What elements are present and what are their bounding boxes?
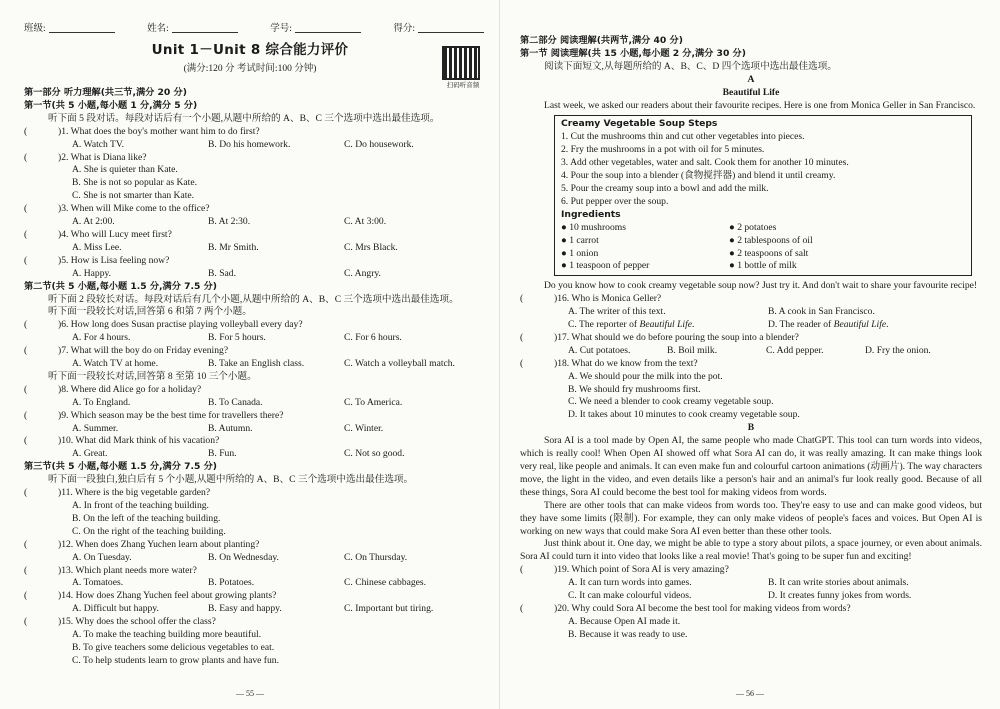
- recipe-step: 4. Pour the soup into a blender (食物搅拌器) and blend it until creamy.: [561, 170, 836, 182]
- listening-section: [24, 87, 488, 668]
- answer-blank[interactable]: (: [520, 357, 524, 369]
- options: A. It can turn words into games. B. It can write stories about animals.: [568, 577, 909, 589]
- page-number: — 56 —: [736, 689, 764, 698]
- student-id-field[interactable]: 学号:: [270, 23, 361, 36]
- options: A. We should pour the milk into the pot. B. We should fry mushrooms first. C. We need a blender to cook creamy vegetable soup. D. It takes about 10 minutes to cook creamy vegetable soup.: [568, 370, 800, 421]
- options: A. Watch TV at home. B. Take an English class. C. Watch a volleyball match.: [72, 358, 455, 370]
- answer-blank[interactable]: (: [24, 564, 28, 576]
- question-2: ( )2. What is Diana like?: [24, 151, 147, 163]
- question-17: ( )17. What should we do before pouring the soup into a blender?: [520, 331, 799, 343]
- answer-blank[interactable]: (: [24, 590, 28, 602]
- instructions: 听下面一段较长对话,回答第 8 至第 10 三个小题。: [48, 370, 257, 382]
- options: A. The writer of this text. B. A cook in San Francisco.: [568, 306, 875, 318]
- options: A. To England. B. To Canada. C. To America.: [72, 396, 403, 408]
- instructions: 阅读下面短文,从每题所给的 A、B、C、D 四个选项中选出最佳选项。: [544, 60, 837, 72]
- ingredient: ● 1 bottle of milk: [729, 260, 797, 272]
- answer-blank[interactable]: (: [24, 409, 28, 421]
- question-20: ( )20. Why could Sora AI become the best tool for making videos from words?: [520, 602, 851, 614]
- options: A. To make the teaching building more beautiful. B. To give teachers some delicious vegetables to eat. C. To help students learn to grow plants and have fun.: [72, 629, 279, 666]
- answer-blank[interactable]: (: [24, 319, 28, 331]
- question-4: ( )4. Who will Lucy meet first?: [24, 228, 172, 240]
- answer-blank[interactable]: (: [24, 345, 28, 357]
- section-heading: 第一节(共 5 小题,每小题 1 分,满分 5 分): [24, 99, 198, 111]
- ingredient: ● 1 teaspoon of pepper: [561, 260, 650, 272]
- answer-blank[interactable]: (: [24, 254, 28, 266]
- ingredient: ● 10 mushrooms: [561, 221, 626, 233]
- recipe-box: [554, 115, 972, 276]
- part-heading: 第一部分 听力理解(共三节,满分 20 分): [24, 87, 187, 98]
- class-field[interactable]: 班级:: [24, 23, 115, 36]
- recipe-title: Creamy Vegetable Soup Steps: [561, 118, 718, 130]
- page-title: Unit 1－Unit 8 综合能力评价: [151, 42, 349, 58]
- passage-title: Beautiful Life: [722, 86, 780, 98]
- recipe-step: 5. Pour the creamy soup into a bowl and add the milk.: [561, 182, 769, 194]
- answer-blank[interactable]: (: [24, 383, 28, 395]
- answer-blank[interactable]: (: [24, 487, 28, 499]
- question-11: ( )11. Where is the big vegetable garden?: [24, 487, 211, 499]
- question-5: ( )5. How is Lisa feeling now?: [24, 254, 170, 266]
- options: A. She is quieter than Kate. B. She is not so popular as Kate. C. She is not smarter than Kate.: [72, 164, 197, 202]
- ingredient: ● 2 teaspoons of salt: [729, 247, 809, 259]
- answer-blank[interactable]: (: [24, 435, 28, 447]
- ingredients-title: Ingredients: [561, 208, 621, 220]
- exam-info: (满分:120 分 考试时间:100 分钟): [183, 64, 317, 74]
- question-16: ( )16. Who is Monica Geller?: [520, 293, 662, 305]
- answer-blank[interactable]: (: [520, 293, 524, 305]
- part-heading: 第二部分 阅读理解(共两节,满分 40 分): [520, 35, 683, 46]
- options: A. Miss Lee. B. Mr Smith. C. Mrs Black.: [72, 241, 398, 253]
- reading-section: [520, 35, 982, 642]
- student-info-fields: [24, 23, 484, 36]
- question-18: ( )18. What do we know from the text?: [520, 357, 698, 369]
- section-heading: 第二节(共 5 小题,每小题 1.5 分,满分 7.5 分): [24, 280, 217, 292]
- ingredient: ● 1 onion: [561, 247, 599, 259]
- answer-blank[interactable]: (: [24, 151, 28, 163]
- question-15: ( )15. Why does the school offer the class?: [24, 616, 216, 628]
- options: A. Great. B. Fun. C. Not so good.: [72, 448, 405, 460]
- options: C. It can make colourful videos. D. It creates funny jokes from words.: [568, 590, 912, 602]
- ingredient: ● 2 potatoes: [729, 221, 777, 233]
- options: A. On Tuesday. B. On Wednesday. C. On Thursday.: [72, 551, 408, 563]
- ingredient: ● 1 carrot: [561, 234, 599, 246]
- passage-paragraph: There are other tools that can make videos from words too. They're easy to use and can make good videos, but they have some limits (限制). For example, they can only make videos of people's faces and voices. But Open AI is working on new ways that could make Sora AI even better than these other tools.: [520, 499, 982, 537]
- name-field[interactable]: 姓名:: [147, 23, 238, 36]
- question-6: ( )6. How long does Susan practise playing volleyball every day?: [24, 319, 303, 331]
- passage-paragraph: Sora AI is a tool made by Open AI, the same people who made ChatGPT. This tool can turn words into videos, which is really cool! When Open AI showed off what Sora AI can do, it was really amazing. It can make things look very real, like people and animals. It can even make fun and colourful cartoon animations (动画片). The way characters move, the light in the video, and even details like a person's hair and an animal's fur look really good. Because of all these things, Sora AI could become the best tool for making videos from words.: [520, 435, 982, 498]
- options: A. Cut potatoes. B. Boil milk. C. Add pepper. D. Fry the onion.: [568, 344, 931, 356]
- instructions: 听下面 2 段较长对话。每段对话后有几个小题,从题中所给的 A、B、C 三个选项中选出最佳选项。: [48, 293, 459, 305]
- recipe-step: 6. Put pepper over the soup.: [561, 195, 669, 207]
- question-9: ( )9. Which season may be the best time for travellers there?: [24, 409, 284, 421]
- answer-blank[interactable]: (: [24, 125, 28, 137]
- options: A. In front of the teaching building. B. On the left of the teaching building. C. On the right of the teaching building.: [72, 500, 226, 537]
- question-7: ( )7. What will the boy do on Friday evening?: [24, 345, 229, 357]
- instructions: 听下面 5 段对话。每段对话后有一个小题,从题中所给的 A、B、C 三个选项中选出最佳选项。: [48, 112, 440, 124]
- section-heading: 第三节(共 5 小题,每小题 1.5 分,满分 7.5 分): [24, 461, 217, 473]
- answer-blank[interactable]: (: [520, 331, 524, 343]
- recipe-step: 1. Cut the mushrooms thin and cut other vegetables into pieces.: [561, 131, 805, 143]
- passage-intro: Last week, we asked our readers about their favourite recipes. Here is one from Monica Geller in San Francisco.: [544, 99, 976, 111]
- answer-blank[interactable]: (: [24, 616, 28, 628]
- options: A. For 4 hours. B. For 5 hours. C. For 6 hours.: [72, 332, 402, 344]
- answer-blank[interactable]: (: [520, 564, 524, 576]
- question-3: ( )3. When will Mike come to the office?: [24, 203, 210, 215]
- answer-blank[interactable]: (: [520, 602, 524, 614]
- answer-blank[interactable]: (: [24, 203, 28, 215]
- recipe-step: 3. Add other vegetables, water and salt. Cook them for another 10 minutes.: [561, 157, 849, 169]
- passage-outro: Do you know how to cook creamy vegetable soup now? Just try it. And don't wait to share your favourite recipe!: [544, 280, 978, 292]
- question-1: ( )1. What does the boy's mother want him to do first?: [24, 125, 260, 137]
- ingredient: ● 2 tablespoons of oil: [729, 234, 813, 246]
- options: A. Happy. B. Sad. C. Angry.: [72, 267, 381, 279]
- section-heading: 第一节 阅读理解(共 15 小题,每小题 2 分,满分 30 分): [520, 47, 746, 59]
- options: A. Summer. B. Autumn. C. Winter.: [72, 422, 384, 434]
- instructions: 听下面一段独白,独白后有 5 个小题,从题中所给的 A、B、C 三个选项中选出最佳选项。: [48, 474, 414, 486]
- score-field[interactable]: 得分:: [393, 23, 484, 36]
- question-10: ( )10. What did Mark think of his vacation?: [24, 435, 220, 447]
- options: A. Difficult but happy. B. Easy and happy. C. Important but tiring.: [72, 603, 434, 615]
- options: A. Watch TV. B. Do his homework. C. Do housework.: [72, 138, 414, 150]
- options: A. Because Open AI made it. B. Because it was ready to use.: [568, 615, 688, 640]
- options: A. Tomatoes. B. Potatoes. C. Chinese cabbages.: [72, 577, 427, 589]
- page-number: — 55 —: [236, 689, 264, 698]
- instructions: 听下面一段较长对话,回答第 6 和第 7 两个小题。: [48, 306, 252, 318]
- passage-letter: B: [747, 422, 755, 434]
- options: C. The reporter of Beautiful Life. D. The reader of Beautiful Life.: [568, 319, 889, 331]
- question-13: ( )13. Which plant needs more water?: [24, 564, 197, 576]
- answer-blank[interactable]: (: [24, 228, 28, 240]
- question-8: ( )8. Where did Alice go for a holiday?: [24, 383, 202, 395]
- recipe-step: 2. Fry the mushrooms in a pot with oil for 5 minutes.: [561, 144, 765, 156]
- passage-letter: A: [747, 73, 755, 85]
- question-12: ( )12. When does Zhang Yuchen learn about planting?: [24, 538, 260, 550]
- ingredients-list: [561, 222, 965, 274]
- qr-code-icon[interactable]: [442, 46, 480, 80]
- question-19: ( )19. Which point of Sora AI is very amazing?: [520, 564, 729, 576]
- question-14: ( )14. How does Zhang Yuchen feel about growing plants?: [24, 590, 277, 602]
- qr-caption: 扫码听音频: [446, 82, 480, 89]
- passage-paragraph: Just think about it. One day, we might be able to type a story about pilots, a space journey, or even about animals. Sora AI could turn it into video that looks like a real movie! That's going to be super fun and exciting!: [520, 538, 982, 563]
- options: A. At 2:00. B. At 2:30. C. At 3:00.: [72, 216, 387, 228]
- answer-blank[interactable]: (: [24, 538, 28, 550]
